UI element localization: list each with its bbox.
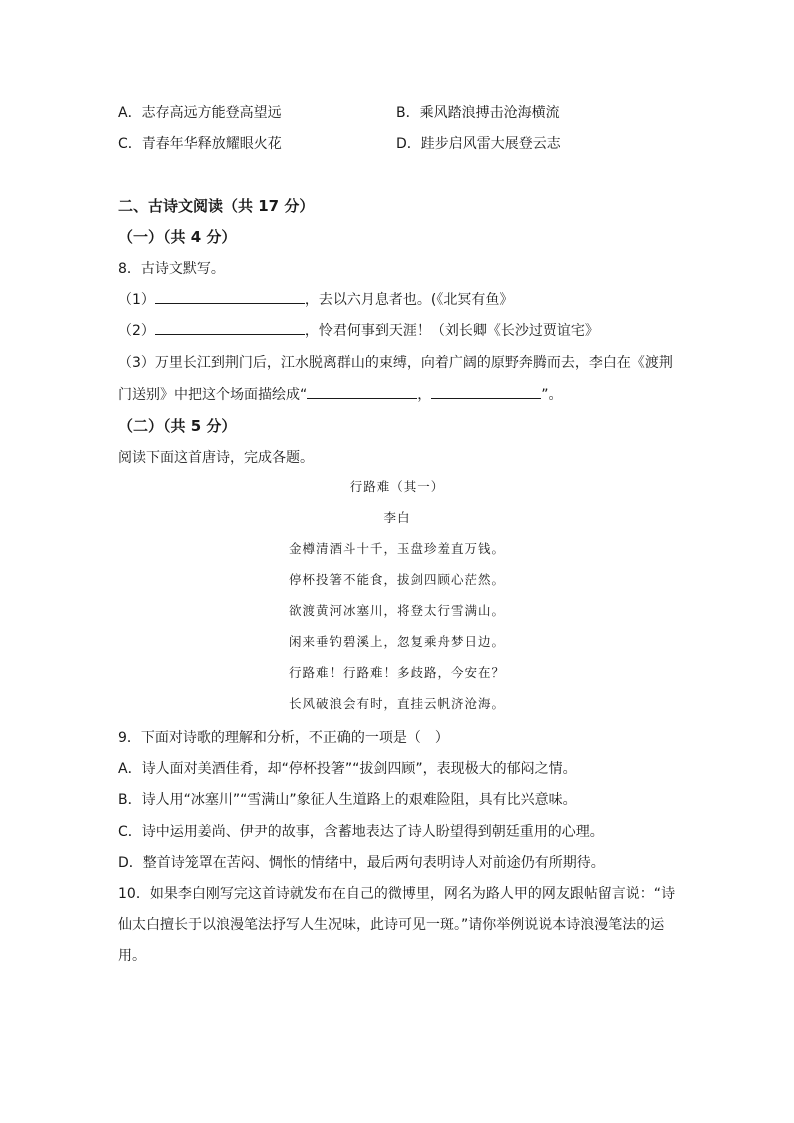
poem-line: 停杯投箸不能食，拔剑四顾心茫然。 bbox=[288, 572, 505, 587]
part2-title: （二）（共 5 分） bbox=[118, 417, 237, 435]
q8-item1-suffix: ，去以六月息者也。(《北冥有鱼》 bbox=[304, 292, 514, 308]
q8-item3-blank1[interactable] bbox=[307, 386, 417, 399]
poem-line: 行路难！行路难！多歧路，今安在？ bbox=[288, 665, 505, 680]
poem-line: 长风破浪会有时，直挂云帆济沧海。 bbox=[288, 696, 505, 711]
poem-title: 行路难（其一） bbox=[349, 479, 445, 494]
q10-line2: 仙太白擅长于以浪漫笔法抒写人生况味，此诗可见一斑。”请你举例说说本诗浪漫笔法的运 bbox=[118, 917, 665, 933]
q8-item2-suffix: ，怜君何事到天涯！（刘长卿《长沙过贾谊宅》 bbox=[304, 323, 599, 339]
q9-option-d: D．整首诗笼罩在苦闷、惆怅的情绪中，最后两句表明诗人对前途仍有所期待。 bbox=[118, 855, 605, 871]
q9-option-a: A．诗人面对美酒佳肴，却“停杯投箸”“拔剑四顾”，表现极大的郁闷之情。 bbox=[118, 761, 577, 777]
q8-item3-comma: ， bbox=[417, 387, 432, 403]
poem-line: 闲来垂钓碧溪上，忽复乘舟梦日边。 bbox=[288, 634, 505, 649]
poem-line: 金樽清酒斗十千，玉盘珍羞直万钱。 bbox=[288, 541, 505, 556]
q8-item3-line2 bbox=[118, 386, 563, 404]
q8-item1 bbox=[118, 291, 513, 309]
poem-author: 李白 bbox=[383, 510, 411, 525]
part1-title: （一）（共 4 分） bbox=[118, 228, 237, 246]
option-a: A．志存高远方能登高望远 bbox=[118, 105, 282, 121]
q10-line3: 用。 bbox=[118, 948, 146, 964]
q8-item1-blank[interactable] bbox=[155, 291, 305, 304]
q9-option-b: B．诗人用“冰塞川”“雪满山”象征人生道路上的艰难险阻，具有比兴意味。 bbox=[118, 792, 577, 808]
q10-line1: 10．如果李白刚写完这首诗就发布在自己的微博里，网名为路人甲的网友跟帖留言说：“诗 bbox=[118, 886, 676, 902]
q8-item1-prefix: （1） bbox=[118, 292, 155, 308]
q8-stem: 8．古诗文默写。 bbox=[118, 261, 225, 277]
read-instruction: 阅读下面这首唐诗，完成各题。 bbox=[118, 450, 314, 466]
q8-item2-blank[interactable] bbox=[155, 322, 305, 335]
q8-item3-end: ”。 bbox=[541, 387, 563, 403]
q8-item3-prefix: 门送别》中把这个场面描绘成“ bbox=[118, 387, 308, 403]
q8-item2 bbox=[118, 322, 599, 340]
q9-stem: 9．下面对诗歌的理解和分析，不正确的一项是（ ） bbox=[118, 730, 449, 746]
option-d: D．跬步启风雷大展登云志 bbox=[396, 136, 561, 152]
q8-item3-blank2[interactable] bbox=[431, 386, 541, 399]
q8-item2-prefix: （2） bbox=[118, 323, 155, 339]
q8-item3-line1: （3）万里长江到荆门后，江水脱离群山的束缚，向着广阔的原野奔腾而去，李白在《渡荆 bbox=[118, 355, 673, 371]
option-b: B．乘风踏浪搏击沧海横流 bbox=[396, 105, 560, 121]
q9-option-c: C．诗中运用姜尚、伊尹的故事，含蓄地表达了诗人盼望得到朝廷重用的心理。 bbox=[118, 824, 604, 840]
section-title: 二、古诗文阅读（共 17 分） bbox=[118, 197, 315, 215]
option-c: C．青春年华释放耀眼火花 bbox=[118, 136, 282, 152]
poem-line: 欲渡黄河冰塞川，将登太行雪满山。 bbox=[288, 603, 505, 618]
